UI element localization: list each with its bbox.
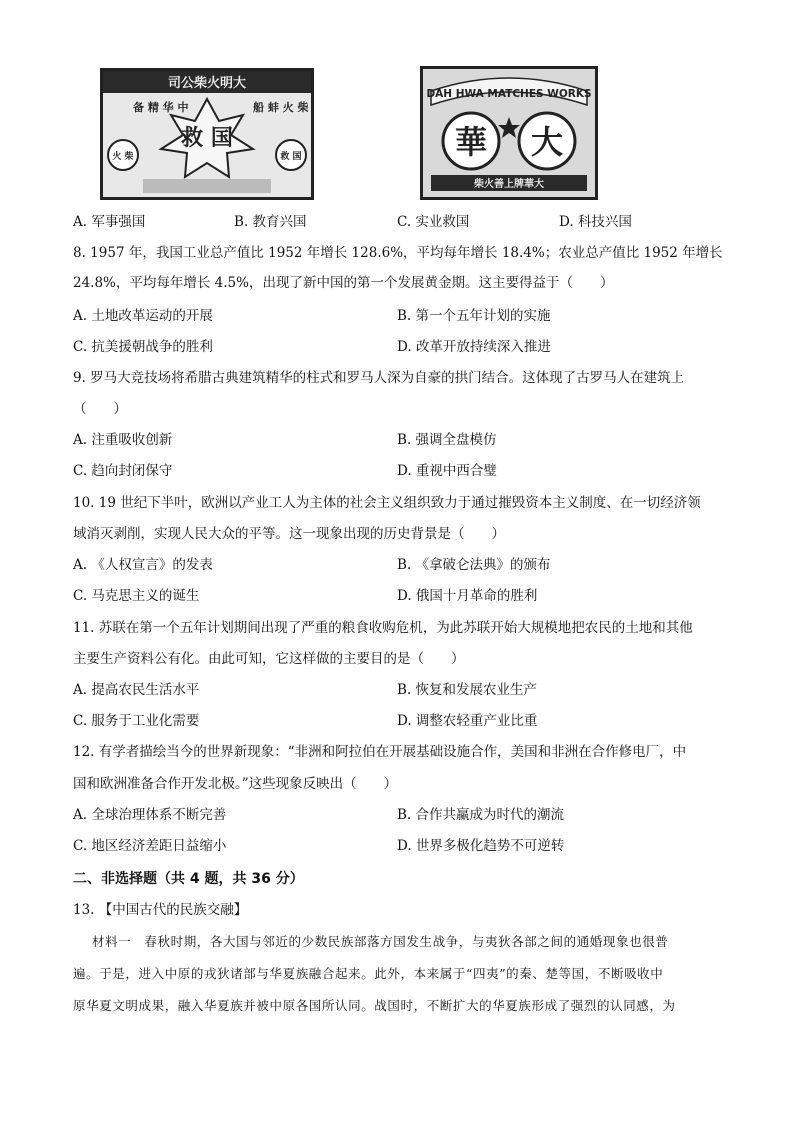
q9-stem-line1: 9. 罗马大竞技场将希腊古典建筑精华的柱式和罗马人深为自豪的拱门结合。这体现了古罗马人在建筑上 [73,370,685,386]
left-banner-text: 司公柴火明大 [167,76,247,91]
right-side-text: 船 蚌 火 柴 [253,101,309,114]
match-label-right-image [420,66,598,200]
q13-title: 13. 【中国古代的民族交融】 [73,902,248,918]
section2-heading: 二、非选择题（共 4 题，共 36 分） [73,871,304,887]
q9-option-a[interactable]: A. 注重吸收创新 [73,432,173,448]
match-label-left-image [100,68,314,200]
right-char-left: 華 [454,123,488,161]
q12-stem-line1: 12. 有学者描绘当今的世界新现象：“非洲和阿拉伯在开展基础设施合作，美国和非洲在合作修电厂，中 [73,744,687,760]
right-char-right: 大 [530,123,564,161]
q10-stem-line2: 域消灭剥削，实现人民大众的平等。这一现象出现的历史背景是（ ） [73,526,505,542]
q13-material1-line1: 材料一 春秋时期，各大国与邻近的少数民族部落方国发生战争，与夷狄各部之间的通婚现象也很普 [92,934,669,949]
q10-stem-line1: 10. 19 世纪下半叶，欧洲以产业工人为主体的社会主义组织致力于通过摧毁资本主义制度、在一切经济领 [73,495,701,511]
match-label-left-graphic [103,71,311,197]
q10-option-a[interactable]: A. 《人权宣言》的发表 [73,557,213,573]
q12-option-b[interactable]: B. 合作共赢成为时代的潮流 [397,807,565,823]
q10-option-b[interactable]: B. 《拿破仑法典》的颁布 [397,557,551,573]
q9-stem-line2: （ ） [73,401,127,417]
right-banner-text: DAH HWA MATCHES WORKS [426,88,592,100]
q7-option-c[interactable]: C. 实业救国 [397,214,470,230]
match-label-right-graphic [423,69,595,197]
q8-option-d[interactable]: D. 改革开放持续深入推进 [397,339,551,355]
q11-option-a[interactable]: A. 提高农民生活水平 [73,682,200,698]
q7-option-a[interactable]: A. 军事强国 [73,214,146,230]
q7-option-d[interactable]: D. 科技兴国 [559,214,632,230]
q12-stem-line2: 国和欧洲准备合作开发北极。”这些现象反映出（ ） [73,776,398,792]
q8-stem-line2: 24.8%，平均每年增长 4.5%，出现了新中国的第一个发展黄金期。这主要得益于（ ） [73,275,614,291]
q11-stem-line1: 11. 苏联在第一个五年计划期间出现了严重的粮食收购危机，为此苏联开始大规模地把农民的土地和其他 [73,620,693,636]
q8-stem-line1: 8. 1957 年，我国工业总产值比 1952 年增长 128.6%，平均每年增长 18.4%；农业总产值比 1952 年增长 [73,245,723,261]
q10-option-d[interactable]: D. 俄国十月革命的胜利 [397,588,538,604]
q11-option-b[interactable]: B. 恢复和发展农业生产 [397,682,538,698]
left-center-text: 救 国 [181,126,233,151]
q9-option-d[interactable]: D. 重视中西合璧 [397,463,497,479]
left-corner-text: 火 柴 [112,152,134,162]
q11-stem-line2: 主要生产资料公有化。由此可知，它这样做的主要目的是（ ） [73,651,465,667]
q9-option-c[interactable]: C. 趋向封闭保守 [73,463,173,479]
q7-option-b[interactable]: B. 教育兴国 [234,214,307,230]
q13-material1-line3: 原华夏文明成果，融入华夏族并被中原各国所认同。战国时，不断扩大的华夏族形成了强烈的认同感，为 [73,998,676,1013]
q8-option-c[interactable]: C. 抗美援朝战争的胜利 [73,339,213,355]
q12-option-c[interactable]: C. 地区经济差距日益缩小 [73,838,227,854]
q11-option-d[interactable]: D. 调整农轻重产业比重 [397,713,538,729]
q12-option-d[interactable]: D. 世界多极化趋势不可逆转 [397,838,565,854]
right-bottom-text: 柴火善上牌華大 [474,179,544,190]
q9-option-b[interactable]: B. 强调全盘模仿 [397,432,497,448]
q11-option-c[interactable]: C. 服务于工业化需要 [73,713,200,729]
q13-material1-line2: 遍。于是，进入中原的戎狄诸部与华夏族融合起来。此外，本来属于“四夷”的秦、楚等国，不断吸收中 [73,966,664,981]
left-side-text: 备 精 华 中 [133,101,189,114]
right-corner-text: 救 国 [280,152,302,162]
q8-option-a[interactable]: A. 土地改革运动的开展 [73,308,213,324]
q8-option-b[interactable]: B. 第一个五年计划的实施 [397,308,551,324]
q10-option-c[interactable]: C. 马克思主义的诞生 [73,588,200,604]
q12-option-a[interactable]: A. 全球治理体系不断完善 [73,807,227,823]
